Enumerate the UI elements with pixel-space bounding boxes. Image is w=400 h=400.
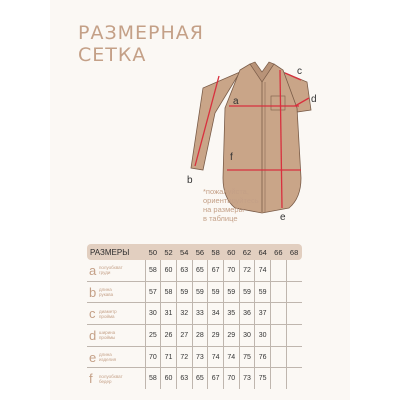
table-cell: 37	[255, 303, 271, 325]
row-description: ширина проймы	[99, 330, 116, 341]
table-cell: 33	[192, 303, 208, 325]
table-row	[87, 260, 302, 281]
label-f: f	[230, 152, 233, 163]
table-cell: 65	[192, 368, 208, 389]
table-cell: 36	[239, 303, 255, 325]
table-cell: 75	[239, 346, 255, 368]
table-cell	[286, 260, 302, 281]
header-size-54: 54	[176, 244, 192, 260]
table-cell: 67	[208, 368, 224, 389]
row-letter: f	[89, 371, 93, 387]
table-cell: 59	[176, 281, 192, 303]
header-size-58: 58	[208, 244, 224, 260]
label-e: e	[280, 212, 286, 223]
row-letter: a	[89, 262, 97, 278]
table-cell	[271, 260, 287, 281]
table-cell: 72	[176, 346, 192, 368]
table-cell: 26	[161, 325, 177, 347]
table-cell	[271, 325, 287, 347]
table-cell: 30	[239, 325, 255, 347]
table-cell: 58	[145, 260, 161, 281]
table-cell	[271, 368, 287, 389]
table-cell: 60	[161, 260, 177, 281]
header-size-50: 50	[145, 244, 161, 260]
table-cell: 30	[145, 303, 161, 325]
table-cell: 29	[223, 325, 239, 347]
row-description: длина рукава	[99, 287, 114, 298]
table-cell: 75	[255, 368, 271, 389]
table-cell	[286, 325, 302, 347]
table-cell: 60	[161, 368, 177, 389]
header-size-52: 52	[161, 244, 177, 260]
table-cell: 67	[208, 260, 224, 281]
table-cell: 65	[192, 260, 208, 281]
header-label: РАЗМЕРЫ	[87, 244, 145, 260]
table-row	[87, 325, 302, 347]
note-text: *пожалуйста, ориентируйтесь на размеры в таблице	[203, 187, 259, 223]
row-letter: b	[89, 284, 97, 300]
header-size-68: 68	[286, 244, 302, 260]
table-cell: 74	[255, 260, 271, 281]
row-description: полуобхват бедер	[99, 373, 123, 384]
table-cell	[286, 303, 302, 325]
table-cell: 31	[161, 303, 177, 325]
table-cell: 32	[176, 303, 192, 325]
table-cell: 76	[255, 346, 271, 368]
table-cell: 59	[255, 281, 271, 303]
table-cell: 25	[145, 325, 161, 347]
table-cell: 71	[161, 346, 177, 368]
row-description: диаметр пройма	[99, 308, 117, 319]
table-row	[87, 368, 302, 389]
row-label-a	[87, 260, 145, 281]
row-label-c	[87, 303, 145, 325]
table-cell: 59	[208, 281, 224, 303]
table-cell	[271, 281, 287, 303]
table-cell	[286, 368, 302, 389]
table-cell: 29	[208, 325, 224, 347]
table-cell: 72	[239, 260, 255, 281]
header-size-62: 62	[239, 244, 255, 260]
size-table	[87, 244, 302, 389]
label-a: a	[233, 96, 239, 107]
table-cell: 63	[176, 260, 192, 281]
row-label-e	[87, 346, 145, 368]
table-cell: 27	[176, 325, 192, 347]
size-table-wrapper	[87, 244, 302, 389]
row-letter: d	[89, 327, 97, 343]
title-line-2: СЕТКА	[78, 44, 147, 66]
table-cell: 74	[223, 346, 239, 368]
table-cell: 35	[223, 303, 239, 325]
row-label-b	[87, 281, 145, 303]
label-d: d	[311, 94, 317, 105]
table-cell	[271, 346, 287, 368]
table-row	[87, 281, 302, 303]
table-cell: 58	[161, 281, 177, 303]
table-cell: 34	[208, 303, 224, 325]
row-description: полуобхват груди	[99, 265, 123, 276]
row-description: длина изделия	[99, 352, 117, 363]
label-b: b	[187, 175, 193, 186]
label-c: c	[297, 66, 302, 77]
table-cell: 57	[145, 281, 161, 303]
header-size-64: 64	[255, 244, 271, 260]
table-cell: 70	[145, 346, 161, 368]
table-cell: 58	[145, 368, 161, 389]
table-cell: 30	[255, 325, 271, 347]
table-cell: 59	[239, 281, 255, 303]
header-size-66: 66	[271, 244, 287, 260]
table-cell: 70	[223, 368, 239, 389]
table-cell: 70	[223, 260, 239, 281]
table-cell: 63	[176, 368, 192, 389]
table-cell	[271, 303, 287, 325]
table-cell: 74	[208, 346, 224, 368]
row-letter: e	[89, 349, 97, 365]
table-row	[87, 346, 302, 368]
table-row	[87, 303, 302, 325]
table-cell: 73	[239, 368, 255, 389]
size-table-header	[87, 244, 302, 260]
table-cell: 73	[192, 346, 208, 368]
header-size-60: 60	[223, 244, 239, 260]
row-label-d	[87, 325, 145, 347]
row-letter: c	[89, 306, 96, 322]
table-cell	[286, 346, 302, 368]
table-cell: 28	[192, 325, 208, 347]
row-label-f	[87, 368, 145, 389]
table-cell	[286, 281, 302, 303]
table-cell: 59	[192, 281, 208, 303]
title-line-1: РАЗМЕРНАЯ	[78, 22, 204, 44]
table-cell: 59	[223, 281, 239, 303]
header-size-56: 56	[192, 244, 208, 260]
